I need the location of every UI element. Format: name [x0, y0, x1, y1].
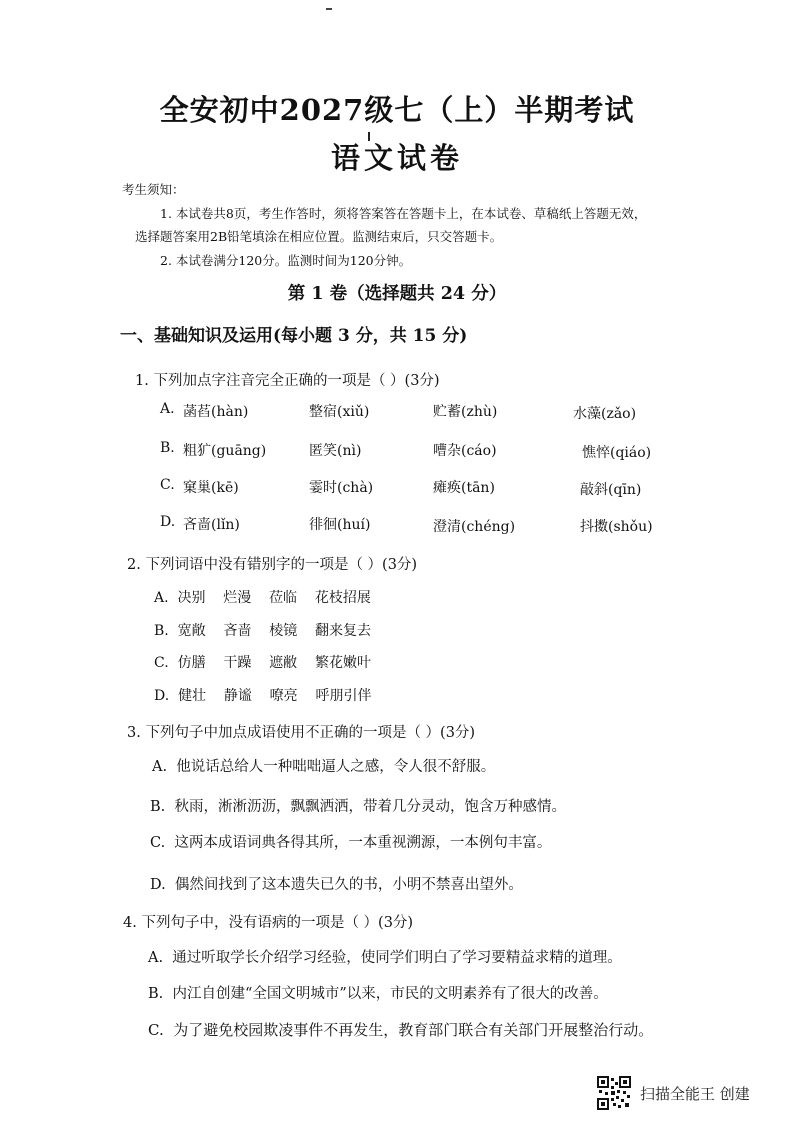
q2-option-b: B. 宽敞 吝啬 棱镜 翻来复去 — [154, 623, 372, 639]
question-4-stem: 4. 下列句子中，没有语病的一项是（ ）(3分) — [123, 915, 414, 931]
q1-option-item: 嘈杂(cáo) — [433, 443, 497, 459]
qr-code-icon — [597, 1076, 631, 1110]
question-1-stem: 1. 下列加点字注音完全正确的一项是（ ）(3分) — [135, 373, 440, 389]
question-3-stem: 3. 下列句子中加点成语使用不正确的一项是（ ）(3分) — [127, 725, 476, 741]
q1-option-label: C. — [160, 477, 175, 493]
part-title: 第 1 卷（选择题共 24 分） — [287, 284, 507, 304]
q1-option-label: D. — [160, 514, 176, 530]
q2-option-d: D. 健壮 静谧 嘹亮 呼朋引伴 — [154, 688, 372, 704]
q3-option-d: D. 偶然间找到了这本遗失已久的书，小明不禁喜出望外。 — [150, 877, 523, 893]
q1-option-item: 敲斜(qīn) — [580, 482, 642, 498]
question-2-stem: 2. 下列词语中没有错别字的一项是（ ）(3分) — [127, 557, 418, 573]
q4-option-c: C. 为了避免校园欺凌事件不再发生，教育部门联合有关部门开展整治行动。 — [148, 1021, 654, 1039]
q1-option-item: 吝啬(lǐn) — [183, 517, 240, 533]
notice-item-2: 2. 本试卷满分120分。监测时间为120分钟。 — [160, 253, 412, 268]
section-heading: 一、基础知识及运用(每小题 3 分，共 15 分) — [120, 326, 468, 346]
q1-option-item: 瘫痪(tān) — [433, 480, 495, 496]
q1-option-item: 抖擞(shǒu) — [580, 519, 653, 535]
q1-option-label: A. — [160, 401, 175, 417]
q3-option-c: C. 这两本成语词典各得其所，一本重视溯源，一本例句丰富。 — [150, 835, 552, 851]
q4-option-b: B. 内江自创建“全国文明城市”以来，市民的文明素养有了很大的改善。 — [148, 986, 608, 1002]
q1-option-item: 粗犷(guāng) — [183, 443, 267, 459]
q1-option-item: 徘徊(huí) — [309, 517, 371, 533]
q1-option-item: 澄清(chéng) — [433, 519, 516, 535]
q4-option-a: A. 通过听取学长介绍学习经验，使同学们明白了学习要精益求精的道理。 — [148, 950, 622, 966]
scanner-watermark: 扫描全能王 创建 — [640, 1085, 750, 1103]
q1-option-item: 水藻(zǎo) — [573, 406, 637, 422]
q2-option-c: C. 仿膳 干躁 遮敝 繁花嫩叶 — [154, 655, 371, 671]
notice-item-1-line-1: 1. 本试卷共8页，考生作答时，须将答案答在答题卡上，在本试卷、草稿纸上答题无效， — [160, 206, 647, 221]
q1-option-item: 匿笑(nì) — [309, 443, 362, 459]
q1-option-item: 窠巢(kē) — [183, 480, 239, 496]
notice-item-1-line-2: 选择题答案用2B铅笔填涂在相应位置。监测结束后，只交答题卡。 — [135, 229, 503, 244]
q3-option-a: A. 他说话总给人一种咄咄逼人之感，令人很不舒服。 — [152, 759, 496, 775]
exam-title: 全安初中2027级七（上）半期考试 — [159, 93, 635, 127]
q2-option-a: A. 决别 烂漫 莅临 花枝招展 — [154, 590, 371, 606]
q1-option-item: 霎时(chà) — [309, 480, 374, 496]
q1-option-item: 贮蓄(zhù) — [433, 404, 498, 420]
notice-heading: 考生须知： — [122, 182, 185, 197]
q1-option-label: B. — [160, 440, 175, 456]
exam-subtitle: 语文试卷 — [330, 141, 463, 175]
q3-option-b: B. 秋雨，淅淅沥沥，飘飘洒洒，带着几分灵动，饱含万种感情。 — [150, 799, 566, 815]
scan-speck — [326, 8, 332, 10]
q1-option-item: 整宿(xiǔ) — [309, 404, 370, 420]
q1-option-item: 憔悴(qiáo) — [582, 445, 652, 461]
q1-option-item: 菡萏(hàn) — [183, 404, 249, 420]
